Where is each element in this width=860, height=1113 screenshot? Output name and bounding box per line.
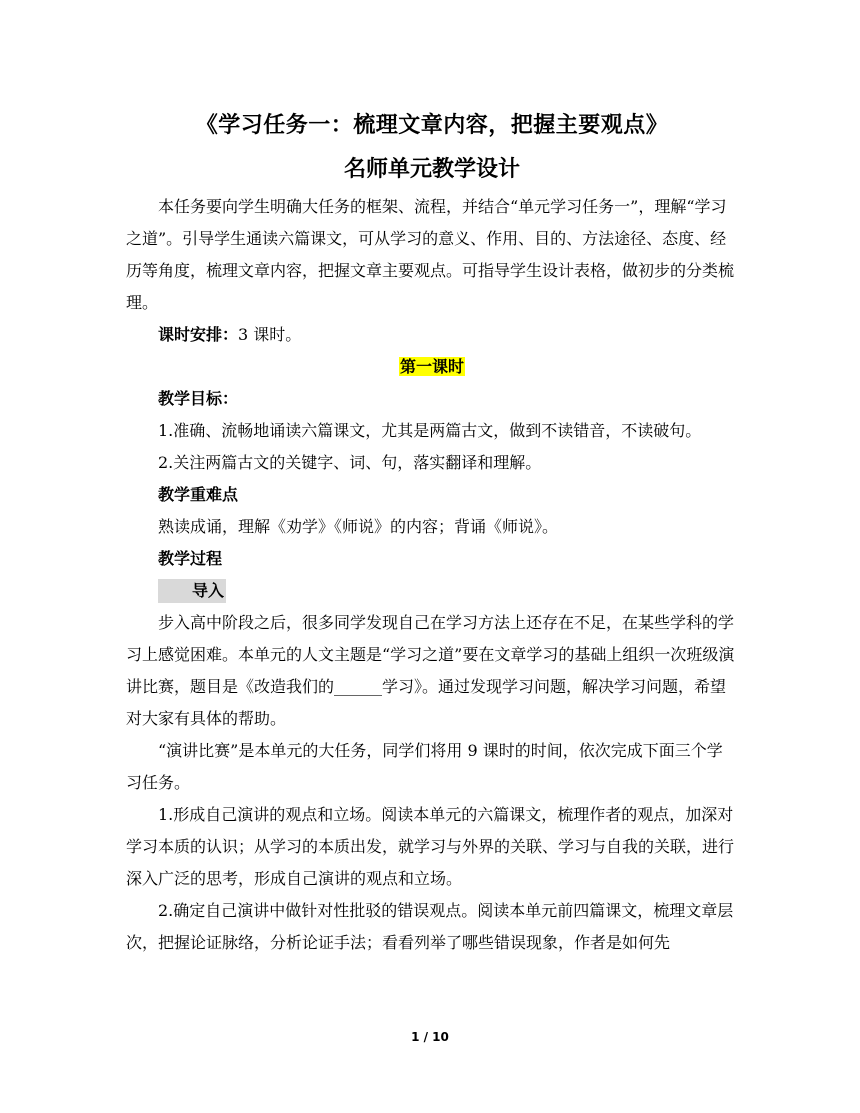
intro-paragraph: 本任务要向学生明确大任务的框架、流程，并结合“单元学习任务一”，理解“学习之道”。引导学生通读六篇课文，可从学习的意义、作用、目的、方法途径、态度、经历等角度，梳理文章内容，把握文章主要观点。可指导学生设计表格，做初步的分类梳理。 (126, 197, 735, 312)
key-points-text: 熟读成诵，理解《劝学》《师说》的内容；背诵《师说》。 (158, 517, 559, 536)
process-heading: 教学过程 (158, 549, 223, 568)
lesson-heading-highlight: 第一课时 (399, 357, 464, 376)
schedule-line (126, 319, 738, 351)
key-points-heading: 教学重难点 (158, 485, 239, 504)
intro-tag: 导入 (158, 579, 226, 603)
lesson-heading (126, 351, 738, 383)
document-subtitle: 名师单元教学设计 (343, 156, 520, 182)
process-paragraph-2: “演讲比赛”是本单元的大任务，同学们将用 9 课时的时间，依次完成下面三个学习任务。 (126, 741, 723, 792)
process-paragraph-3: 1.形成自己演讲的观点和立场。阅读本单元的六篇课文，梳理作者的观点，加深对学习本质的认识；从学习的本质出发，就学习与外界的关联、学习与自我的关联，进行深入广泛的思考，形成自己演讲的观点和立场。 (126, 805, 735, 888)
schedule-value: 3 课时。 (238, 325, 302, 344)
page-content (126, 105, 738, 959)
intro-tag-line (126, 575, 738, 607)
objective-item-2: 2.关注两篇古文的关键字、词、句，落实翻译和理解。 (158, 453, 542, 472)
document-title: 《学习任务一：梳理文章内容，把握主要观点》 (195, 112, 669, 138)
process-paragraph-1: 步入高中阶段之后，很多同学发现自己在学习方法上还存在不足，在某些学科的学习上感觉困难。本单元的人文主题是“学习之道”要在文章学习的基础上组织一次班级演讲比赛，题目是《改造我们的______学习》。通过发现学习问题，解决学习问题，希望对大家有具体的帮助。 (126, 613, 735, 728)
objectives-heading: 教学目标： (158, 389, 239, 408)
objective-item-1: 1.准确、流畅地诵读六篇课文，尤其是两篇古文，做到不读错音，不读破句。 (158, 421, 702, 440)
process-paragraph-4: 2.确定自己演讲中做针对性批驳的错误观点。阅读本单元前四篇课文，梳理文章层次，把握论证脉络，分析论证手法；看看列举了哪些错误现象，作者是如何先 (126, 901, 734, 952)
schedule-label: 课时安排： (158, 325, 239, 344)
page-number: 1 / 10 (411, 1030, 449, 1044)
